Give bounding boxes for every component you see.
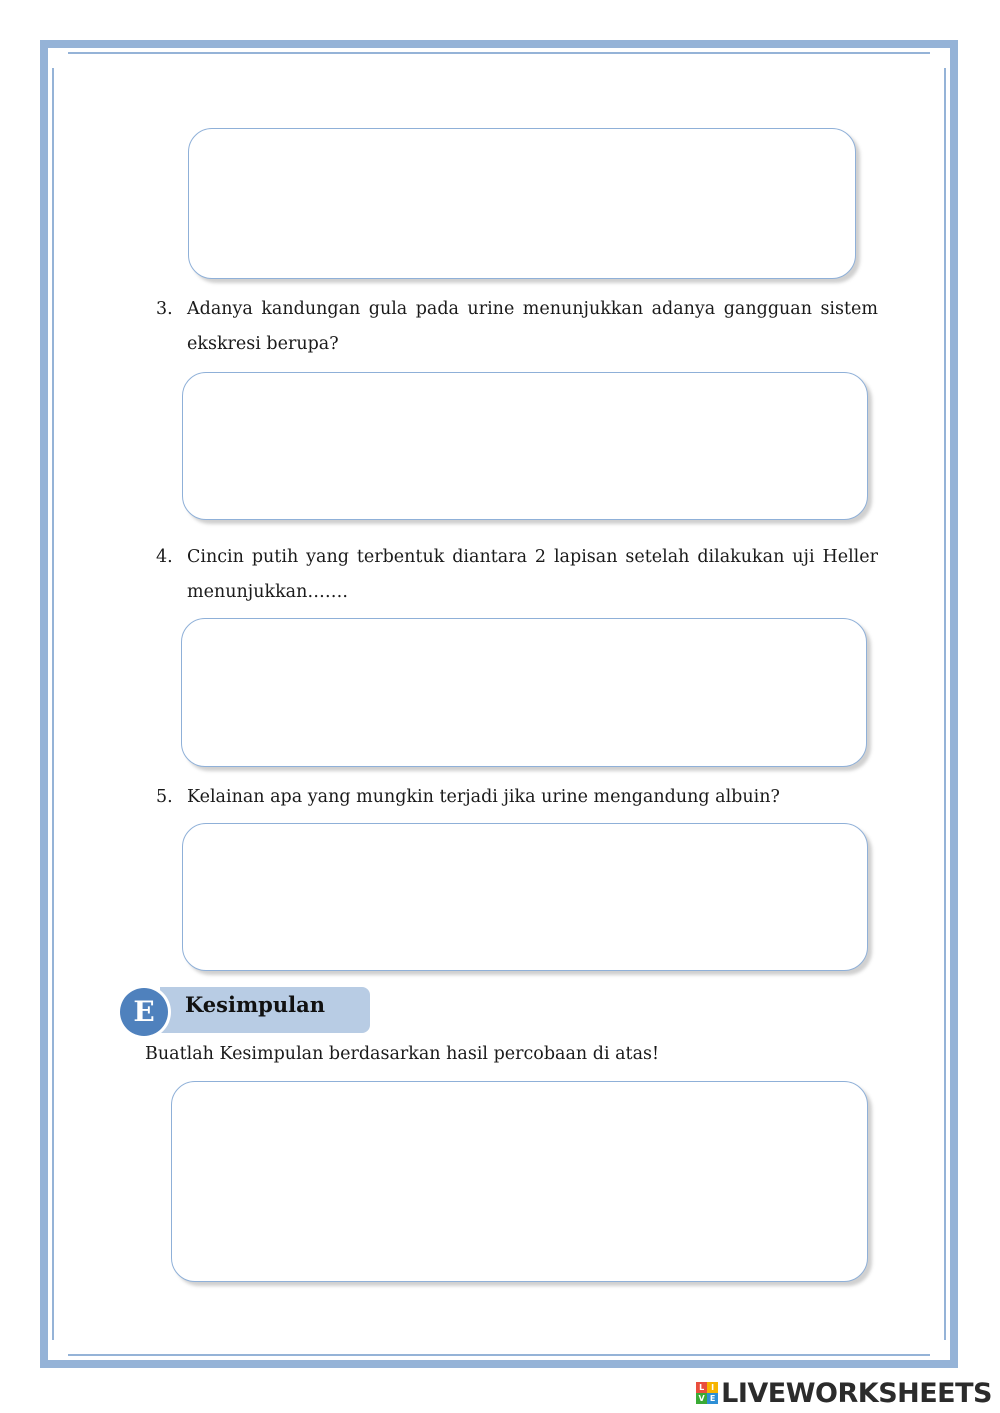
question-number: 4. <box>156 547 173 567</box>
answer-box-2[interactable] <box>188 128 856 279</box>
question-5 <box>156 780 878 815</box>
question-text: Adanya kandungan gula pada urine menunjukkan adanya gangguan sistem ekskresi berupa? <box>187 299 878 354</box>
watermark-text: LIVEWORKSHEETS <box>721 1377 992 1409</box>
section-letter-badge: E <box>120 988 168 1036</box>
answer-box-3[interactable] <box>182 372 868 520</box>
question-number: 5. <box>156 787 173 807</box>
liveworksheets-watermark <box>696 1375 992 1411</box>
frame-corner-cut <box>48 1340 68 1360</box>
question-number: 3. <box>156 299 173 319</box>
question-text: Kelainan apa yang mungkin terjadi jika urine mengandung albuin? <box>187 787 780 807</box>
question-3 <box>156 292 878 362</box>
conclusion-instruction: Buatlah Kesimpulan berdasarkan hasil percobaan di atas! <box>145 1044 660 1064</box>
conclusion-answer-box[interactable] <box>171 1081 868 1282</box>
frame-corner-cut <box>48 48 68 68</box>
frame-corner-cut <box>930 48 950 68</box>
answer-box-4[interactable] <box>181 618 867 767</box>
frame-corner-cut <box>930 1340 950 1360</box>
liveworksheets-logo-icon: L I V E <box>696 1382 718 1404</box>
question-text: Cincin putih yang terbentuk diantara 2 lapisan setelah dilakukan uji Heller menunjukkan……. <box>187 547 878 602</box>
section-title: Kesimpulan <box>185 992 325 1017</box>
answer-box-5[interactable] <box>182 823 868 971</box>
question-4 <box>156 540 878 610</box>
